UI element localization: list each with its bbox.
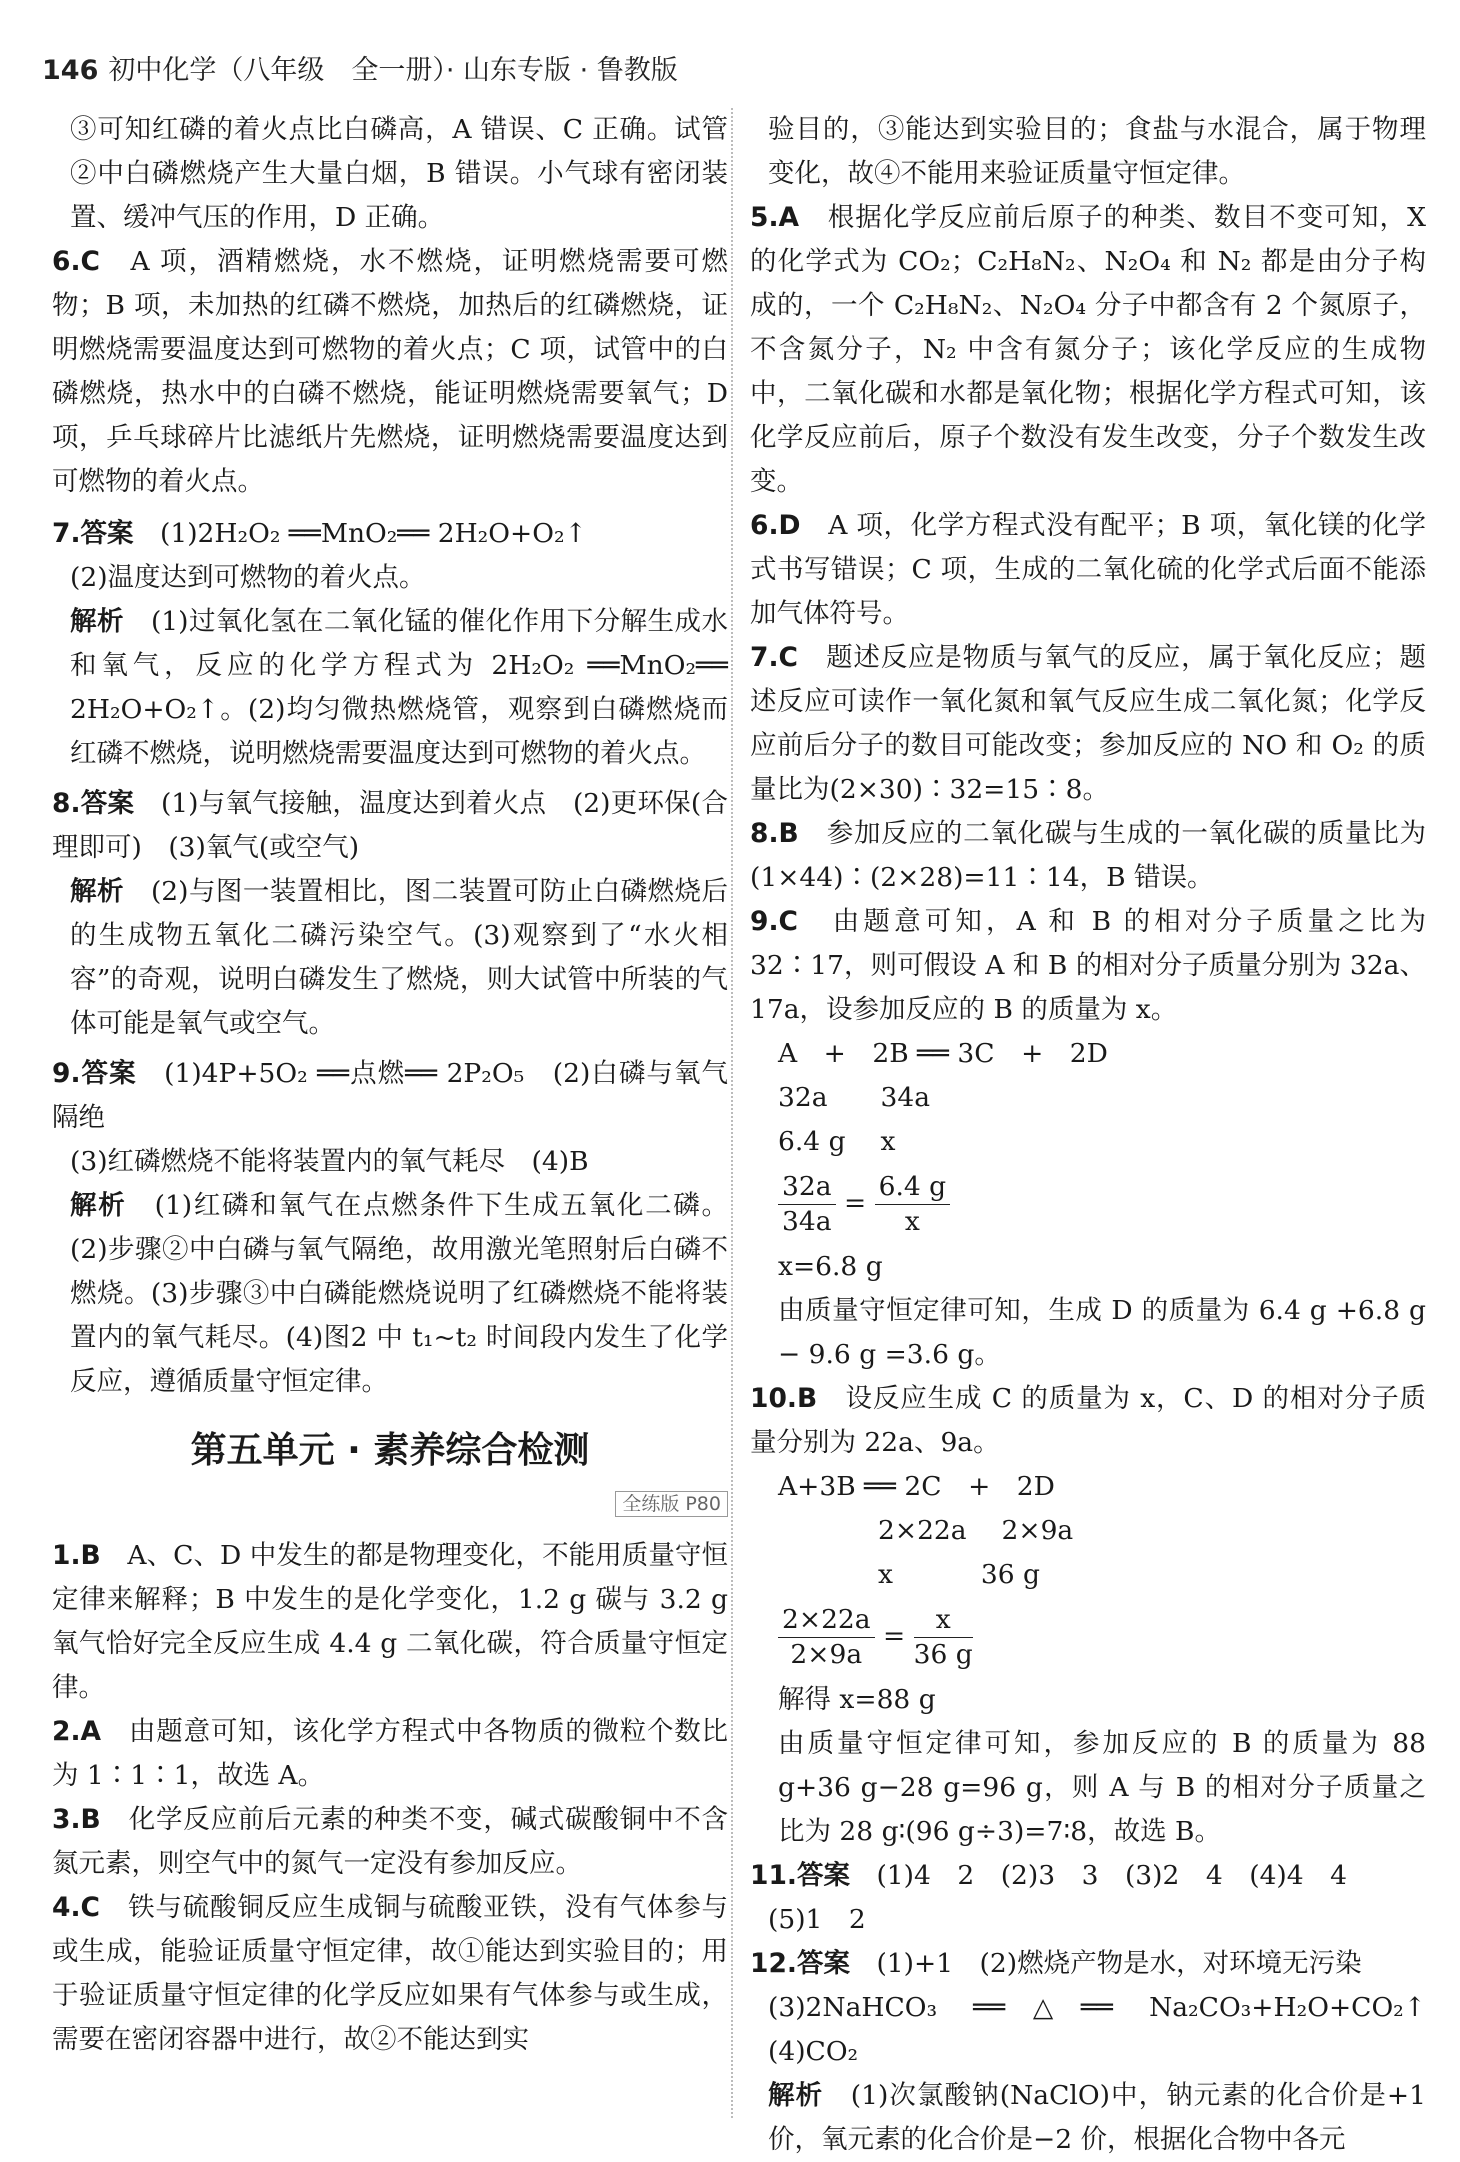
- item-number: 4.C: [52, 1892, 100, 1923]
- analysis-text: (1)红磷和氧气在点燃条件下生成五氧化二磷。(2)步骤②中白磷与氧气隔绝，故用激光笔照射后白磷不燃烧。(3)步骤③中白磷能燃烧说明了红磷燃烧不能将装置内的氧气耗尽。(4)图2 中 t₁~t₂ 时间段内发生了化学反应，遵循质量守恒定律。: [70, 1190, 728, 1397]
- item-text: 参加反应的二氧化碳与生成的一氧化碳的质量比为(1×44)∶(2×28)=11∶14，B 错误。: [750, 818, 1427, 893]
- item-text: (3)2NaHCO₃ ══△══ Na₂CO₃+H₂O+CO₂↑ (4)CO₂: [768, 1992, 1453, 2067]
- item-text: 铁与硫酸铜反应生成铜与硫酸亚铁，没有气体参与或生成，能验证质量守恒定律，故①能达到实验目的；用于验证质量守恒定律的化学反应如果有气体参与或生成，需要在密闭容器中进行，故②不能达到实: [52, 1892, 729, 2055]
- answer-item: [52, 1798, 728, 1886]
- item-number: 8.B: [750, 818, 799, 849]
- item-number: 7.C: [750, 642, 798, 673]
- answer-item: [750, 636, 1426, 812]
- analysis: [52, 1184, 728, 1404]
- section-title: 第五单元 · 素养综合检测: [190, 1430, 590, 1471]
- answer-item: [52, 1710, 728, 1798]
- answer-item: [52, 1534, 728, 1710]
- item-number: 5.A: [750, 202, 800, 233]
- analysis-label: 解析: [768, 2080, 824, 2111]
- result: x=6.8 g: [778, 1251, 883, 1282]
- answer-item: [750, 1377, 1426, 1465]
- answer-item: [750, 812, 1426, 900]
- item-text: (5)1 2: [768, 1904, 866, 1935]
- denominator: x: [904, 1206, 920, 1237]
- analysis-label: 解析: [70, 1190, 127, 1221]
- equation: A + 2B ══ 3C + 2D: [778, 1038, 1108, 1069]
- equation-row: x 36 g: [878, 1559, 1040, 1590]
- right-column: [750, 108, 1453, 2162]
- book-title: 初中化学（八年级 全一册）· 山东专版 · 鲁教版: [108, 55, 678, 86]
- analysis-text: (1)次氯酸钠(NaClO)中，钠元素的化合价是+1 价，氧元素的化合价是−2 价，根据化合物中各元: [768, 2080, 1426, 2155]
- item-text: (1)与氧气接触，温度达到着火点 (2)更环保(合理即可) (3)氧气(或空气): [52, 788, 728, 863]
- denominator: 2×9a: [790, 1639, 863, 1670]
- item-text: (1)2H₂O₂ ══MnO₂══ 2H₂O+O₂↑: [160, 518, 587, 549]
- item-number: 6.C: [52, 246, 100, 277]
- numerator: 6.4 g: [875, 1170, 951, 1205]
- item-number: 8.答案: [52, 788, 135, 819]
- answer-item: [52, 782, 728, 870]
- page-number: 146: [42, 55, 99, 86]
- item-text: A 项，酒精燃烧，水不燃烧，证明燃烧需要可燃物；B 项，未加热的红磷不燃烧，加热后的红磷燃烧，证明燃烧需要温度达到可燃物的着火点；C 项，试管中的白磷燃烧，热水中的白磷不燃烧，能证明燃烧需要氧气；D 项，乒乓球碎片比滤纸片先燃烧，证明燃烧需要温度达到可燃物的着火点。: [52, 246, 729, 497]
- item-number: 11.答案: [750, 1860, 850, 1891]
- item-text: (2)温度达到可燃物的着火点。: [70, 562, 426, 593]
- item-number: 6.D: [750, 510, 801, 541]
- item-text: (1)+1 (2)燃烧产物是水，对环境无污染: [876, 1948, 1362, 1979]
- answer-item: [750, 900, 1426, 1032]
- proportion: $\frac{2\times 22a}{2\times 9a}$ = $\frac{x}{36 g}$: [750, 1603, 1426, 1672]
- section-tag-label: 全练版 P80: [615, 1491, 728, 1517]
- answer-item: [52, 240, 728, 504]
- column-divider: [731, 108, 733, 2118]
- analysis-label: 解析: [70, 876, 124, 907]
- item-text: 由题意可知，A 和 B 的相对分子质量之比为 32∶17，则可假设 A 和 B 的相对分子质量分别为 32a、17a，设参加反应的 B 的质量为 x。: [750, 906, 1427, 1025]
- numerator: 2×22a: [778, 1603, 875, 1638]
- item-number: 3.B: [52, 1804, 101, 1835]
- fraction: [914, 1603, 973, 1672]
- proportion: $\frac{32a}{34a}$ = $\frac{6.4 g}{x}$: [750, 1170, 1426, 1239]
- item-text: (3)红磷燃烧不能将装置内的氧气耗尽 (4)B: [70, 1146, 589, 1177]
- result: 解得 x=88 g: [778, 1684, 936, 1715]
- answer-item: [750, 504, 1426, 636]
- section-tag: [52, 1480, 728, 1524]
- item-text: 由题意可知，该化学方程式中各物质的微粒个数比为 1∶1∶1，故选 A。: [52, 1716, 729, 1791]
- answer-item: [52, 1052, 728, 1140]
- fraction: [875, 1170, 951, 1239]
- item-text: 设反应生成 C 的质量为 x，C、D 的相对分子质量分别为 22a、9a。: [750, 1383, 1426, 1458]
- item-number: 2.A: [52, 1716, 102, 1747]
- item-number: 9.C: [750, 906, 798, 937]
- item-number: 12.答案: [750, 1948, 850, 1979]
- equation-row: 32a 34a: [778, 1082, 931, 1113]
- answer-item: [750, 196, 1426, 504]
- denominator: 34a: [782, 1206, 832, 1237]
- answer-item: [750, 1854, 1426, 1898]
- left-column: [52, 108, 728, 2062]
- answer-item: [52, 1886, 728, 2062]
- answer-item: [750, 1942, 1426, 1986]
- page-header: [42, 48, 1422, 88]
- analysis-label: 解析: [70, 606, 124, 637]
- item-text: 化学反应前后元素的种类不变，碱式碳酸铜中不含氮元素，则空气中的氮气一定没有参加反应。: [52, 1804, 729, 1879]
- item-text: 题述反应是物质与氧气的反应，属于氧化反应；题述反应可读作一氧化氮和氧气反应生成二氧化氮；化学反应前后分子的数目可能改变；参加反应的 NO 和 O₂ 的质量比为(2×30)∶32=15∶8。: [750, 642, 1427, 805]
- conclusion: 由质量守恒定律可知，生成 D 的质量为 6.4 g +6.8 g − 9.6 g =3.6 g。: [778, 1295, 1426, 1370]
- item-number: 10.B: [750, 1383, 818, 1414]
- item-number: 7.答案: [52, 518, 134, 549]
- answer-item: [52, 512, 728, 556]
- item-text: A 项，化学方程式没有配平；B 项，氧化镁的化学式书写错误；C 项，生成的二氧化硫的化学式后面不能添加气体符号。: [750, 510, 1426, 629]
- paragraph: ③可知红磷的着火点比白磷高，A 错误、C 正确。试管②中白磷燃烧产生大量白烟，B 错误。小气球有密闭装置、缓冲气压的作用，D 正确。: [70, 114, 728, 233]
- item-text: (1)4 2 (2)3 3 (3)2 4 (4)4 4: [876, 1860, 1347, 1891]
- equation-row: 6.4 g x: [778, 1126, 896, 1157]
- conclusion: 由质量守恒定律可知，参加反应的 B 的质量为 88 g+36 g−28 g=96 g，则 A 与 B 的相对分子质量之比为 28 g∶(96 g÷3)=7∶8，故选 B。: [778, 1728, 1426, 1847]
- item-text: A、C、D 中发生的都是物理变化，不能用质量守恒定律来解释；B 中发生的是化学变化，1.2 g 碳与 3.2 g 氧气恰好完全反应生成 4.4 g 二氧化碳，符合质量守恒定律。: [52, 1540, 728, 1703]
- equation: A+3B ══ 2C + 2D: [778, 1471, 1055, 1502]
- item-text: (1)4P+5O₂ ══点燃══ 2P₂O₅ (2)白磷与氧气隔绝: [52, 1058, 728, 1133]
- analysis-text: (2)与图一装置相比，图二装置可防止白磷燃烧后的生成物五氧化二磷污染空气。(3)观察到了“水火相容”的奇观，说明白磷发生了燃烧，则大试管中所装的气体可能是氧气或空气。: [70, 876, 728, 1039]
- analysis: [52, 870, 728, 1046]
- fraction: [778, 1603, 875, 1672]
- analysis: [750, 2074, 1426, 2162]
- numerator: x: [914, 1603, 973, 1638]
- item-number: 1.B: [52, 1540, 101, 1571]
- analysis: [52, 600, 728, 776]
- analysis-text: (1)过氧化氢在二氧化锰的催化作用下分解生成水和氧气，反应的化学方程式为 2H₂O₂ ══MnO₂══ 2H₂O+O₂↑。(2)均匀微热燃烧管，观察到白磷燃烧而红磷不燃烧，说明燃烧需要温度达到可燃物的着火点。: [70, 606, 728, 769]
- denominator: 36 g: [913, 1639, 973, 1670]
- numerator: 32a: [778, 1170, 836, 1205]
- item-text: 根据化学反应前后原子的种类、数目不变可知，X 的化学式为 CO₂；C₂H₈N₂、N₂O₄ 和 N₂ 都是由分子构成的，一个 C₂H₈N₂、N₂O₄ 分子中都含有 2 个氮原子，不含氮分子，N₂ 中含有氮分子；该化学反应的生成物中，二氧化碳和水都是氧化物；根据化学方程式可知，该化学反应前后，原子个数没有发生改变，分子个数发生改变。: [750, 202, 1426, 497]
- equation-row: 2×22a 2×9a: [878, 1515, 1074, 1546]
- item-number: 9.答案: [52, 1058, 137, 1089]
- fraction: [778, 1170, 836, 1239]
- paragraph: 验目的，③能达到实验目的；食盐与水混合，属于物理变化，故④不能用来验证质量守恒定律。: [768, 114, 1426, 189]
